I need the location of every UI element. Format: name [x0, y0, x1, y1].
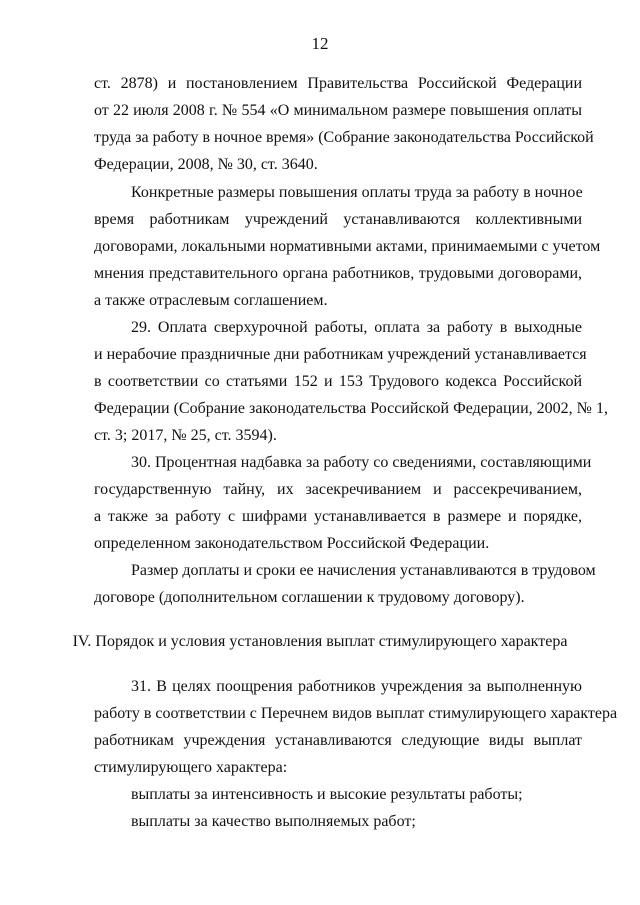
- text-line: а также отраслевым соглашением.: [94, 292, 328, 309]
- page-number: 12: [311, 34, 329, 53]
- text-line: Федерации (Собрание законодательства Российской Федерации, 2002, № 1,: [94, 400, 608, 417]
- text-line: стимулирующего характера:: [94, 759, 288, 776]
- text-line: труда за работу в ночное время» (Собрание законодательства Российской: [94, 129, 594, 146]
- text-line: мнения представительного органа работников, трудовыми договорами,: [94, 265, 582, 282]
- text-line: ст. 3; 2017, № 25, ст. 3594).: [94, 427, 277, 444]
- text-line: от 22 июля 2008 г. № 554 «О минимальном размере повышения оплаты: [94, 102, 582, 119]
- text-line: а также за работу с шифрами устанавливается в размере и порядке,: [94, 508, 582, 525]
- text-line: и нерабочие праздничные дни работникам учреждений устанавливается: [94, 346, 587, 363]
- text-line: ст. 2878) и постановлением Правительства Российской Федерации: [94, 75, 582, 92]
- text-line: Федерации, 2008, № 30, ст. 3640.: [94, 156, 318, 173]
- text-line: 31. В целях поощрения работников учреждения за выполненную: [131, 678, 582, 695]
- text-line: договорами, локальными нормативными актами, принимаемыми с учетом: [94, 238, 601, 255]
- list-item: выплаты за качество выполняемых работ;: [131, 813, 416, 830]
- text-line: договоре (дополнительном соглашении к трудовому договору).: [94, 589, 525, 606]
- text-line: Размер доплаты и сроки ее начисления устанавливаются в трудовом: [131, 562, 596, 579]
- text-line: работу в соответствии с Перечнем видов выплат стимулирующего характера: [94, 705, 618, 722]
- text-line: Конкретные размеры повышения оплаты труда за работу в ночное: [131, 184, 583, 201]
- text-line: время работникам учреждений устанавливаются коллективными: [94, 211, 582, 228]
- text-line: государственную тайну, их засекречиванием и рассекречиванием,: [94, 481, 582, 498]
- text-line: в соответствии со статьями 152 и 153 Трудового кодекса Российской: [94, 373, 582, 390]
- list-item: выплаты за интенсивность и высокие результаты работы;: [131, 786, 523, 803]
- text-line: 29. Оплата сверхурочной работы, оплата за работу в выходные: [131, 319, 582, 336]
- section-heading: IV. Порядок и условия установления выплат стимулирующего характера: [72, 633, 568, 650]
- text-line: определенном законодательством Российской Федерации.: [94, 535, 490, 552]
- text-line: работникам учреждения устанавливаются следующие виды выплат: [94, 732, 582, 749]
- text-line: 30. Процентная надбавка за работу со сведениями, составляющими: [131, 454, 592, 471]
